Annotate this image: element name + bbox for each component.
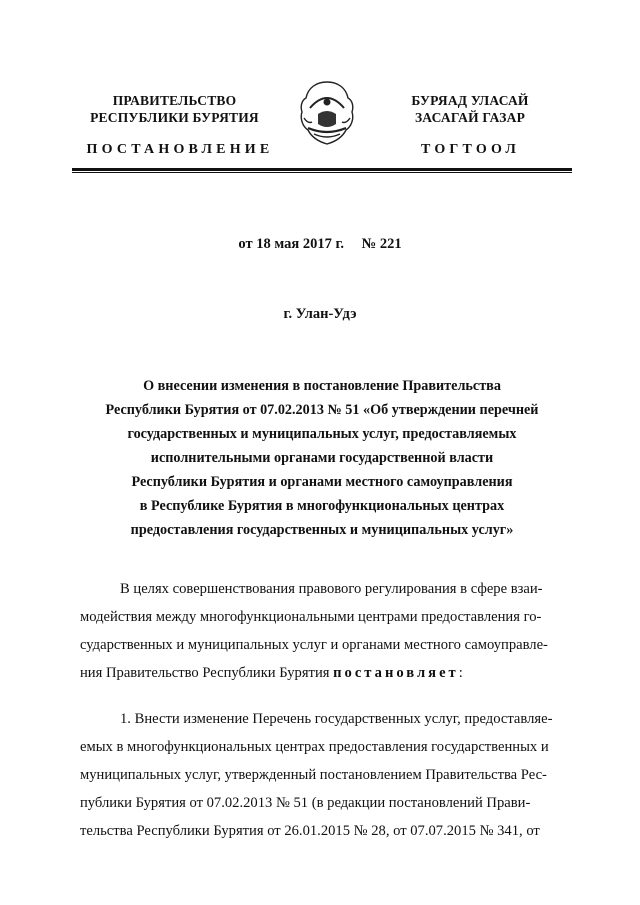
title-line: исполнительными органами государственной власти: [150, 450, 494, 466]
resolves-word: постановляет: [333, 665, 459, 681]
body-line-suffix: :: [458, 665, 463, 681]
header-divider-thin: [72, 172, 572, 173]
title-line: Республики Бурятия от 07.02.2013 № 51 «Об утверждении перечней: [105, 402, 539, 418]
clause-1-paragraph: [80, 705, 564, 845]
buryatia-coat-of-arms-icon: [296, 78, 358, 148]
body-line: [80, 659, 564, 687]
body-line: муниципальных услуг, утвержденный постановлением Правительства Рес-: [80, 767, 547, 783]
title-line: государственных и муниципальных услуг, предоставляемых: [127, 426, 517, 442]
issuer-line: РЕСПУБЛИКИ БУРЯТИЯ: [90, 110, 259, 125]
issuer-line: ПРАВИТЕЛЬСТВО: [112, 93, 237, 108]
document-type-russian: ПОСТАНОВЛЕНИЕ: [86, 142, 274, 157]
document-number: № 221: [361, 236, 402, 252]
issuer-name-russian: [72, 92, 277, 126]
body-line: сударственных и муниципальных услуг и органами местного самоуправле-: [80, 637, 548, 653]
document-title: [80, 374, 564, 542]
city: г. Улан-Удэ: [283, 306, 357, 322]
date-number-line: [0, 236, 640, 253]
preamble-paragraph: [80, 575, 564, 687]
document-type-buryat: ТОГТООЛ: [420, 142, 521, 157]
document-date: от 18 мая 2017 г.: [238, 236, 345, 252]
title-line: в Республике Бурятия в многофункциональных центрах: [139, 498, 505, 514]
body-line: 1. Внести изменение Перечень государственных услуг, предоставляе-: [120, 711, 553, 727]
body-line: В целях совершенствования правового регулирования в сфере взаи-: [120, 581, 543, 597]
body-line: тельства Республики Бурятия от 26.01.2015 № 28, от 07.07.2015 № 341, от: [80, 823, 540, 839]
title-line: О внесении изменения в постановление Правительства: [143, 378, 501, 394]
body-line: емых в многофункциональных центрах предоставления государственных и: [80, 739, 549, 755]
body-line-prefix: ния Правительство Республики Бурятия: [80, 665, 334, 681]
body-line: публики Бурятия от 07.02.2013 № 51 (в редакции постановлений Прави-: [80, 795, 531, 811]
issuer-name-buryat: [370, 92, 570, 126]
title-line: Республики Бурятия и органами местного самоуправления: [131, 474, 513, 490]
issuer-line: ЗАСАГАЙ ГАЗАР: [414, 110, 526, 125]
title-line: предоставления государственных и муниципальных услуг»: [130, 522, 514, 538]
header-divider: [72, 168, 572, 171]
body-line: модействия между многофункциональными центрами предоставления го-: [80, 609, 542, 625]
issuer-line: БУРЯАД УЛАСАЙ: [411, 93, 529, 108]
